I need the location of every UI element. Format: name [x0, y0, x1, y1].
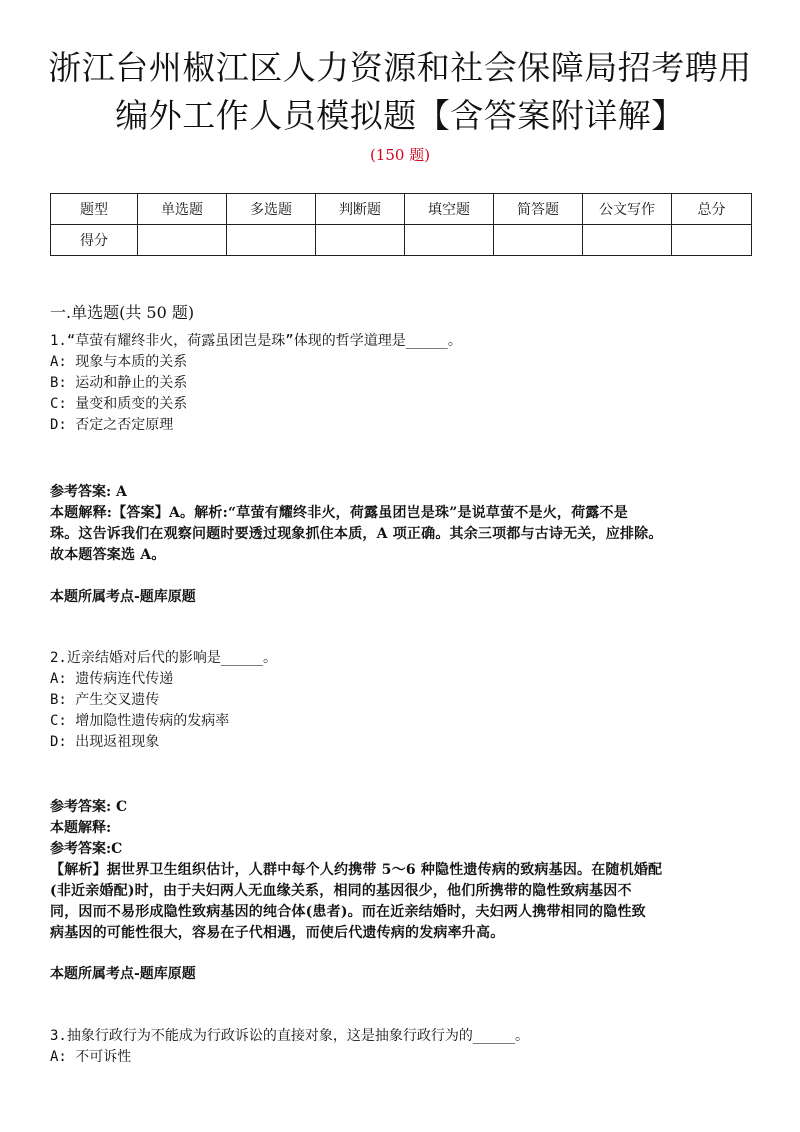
score-table-score-row	[51, 225, 752, 256]
reference-answer: 参考答案: A	[50, 484, 127, 500]
score-cell: 公文写作	[583, 194, 672, 225]
explanation-line: 本题解释:【答案】A。解析:“草萤有耀终非火，荷露虽团岂是珠”是说草萤不是火，荷露不是	[50, 505, 628, 521]
section-title: 一.单选题(共 50 题)	[50, 303, 195, 322]
option: A: 不可诉性	[50, 1049, 132, 1065]
option: C: 量变和质变的关系	[50, 396, 188, 412]
score-table-header-row	[51, 194, 752, 225]
title-line-1: 浙江台州椒江区人力资源和社会保障局招考聘用	[48, 48, 752, 87]
score-cell: 简答题	[494, 194, 583, 225]
answer-block-1	[50, 482, 756, 566]
question-stem: 2.近亲结婚对后代的影响是_____。	[50, 650, 278, 666]
question-stem: 1.“草萤有耀终非火，荷露虽团岂是珠”体现的哲学道理是_____。	[50, 333, 462, 349]
explanation-line: 【解析】据世界卫生组织估计，人群中每个人约携带 5～6 种隐性遗传病的致病基因。在随机婚配	[50, 862, 663, 878]
score-cell	[405, 225, 494, 256]
option: D: 否定之否定原理	[50, 417, 174, 433]
title-line-2: 编外工作人员模拟题【含答案附详解】	[115, 96, 685, 135]
document-title	[40, 44, 760, 140]
score-cell	[672, 225, 752, 256]
question-source: 本题所属考点-题库原题	[50, 589, 196, 605]
score-cell: 总分	[672, 194, 752, 225]
question-2	[50, 648, 756, 753]
score-cell: 题型	[51, 194, 138, 225]
score-cell: 得分	[51, 225, 138, 256]
score-table	[50, 193, 752, 256]
explanation-line: 故本题答案选 A。	[50, 547, 166, 563]
question-stem: 3.抽象行政行为不能成为行政诉讼的直接对象，这是抽象行政行为的_____。	[50, 1028, 529, 1044]
reference-answer: 参考答案: C	[50, 799, 128, 815]
question-count: (150 题)	[369, 146, 431, 164]
question-source: 本题所属考点-题库原题	[50, 966, 196, 982]
question-3	[50, 1026, 756, 1068]
question-1	[50, 331, 756, 436]
score-cell: 填空题	[405, 194, 494, 225]
answer-block-2	[50, 797, 756, 944]
explanation-label: 本题解释:	[50, 820, 112, 836]
score-cell	[138, 225, 227, 256]
explanation-line: 病基因的可能性很大，容易在子代相遇，而使后代遗传病的发病率升高。	[50, 925, 505, 941]
explanation-line: 珠。这告诉我们在观察问题时要透过现象抓住本质，A 项正确。其余三项都与古诗无关，应排除。	[50, 526, 663, 542]
explanation-line: 同，因而不易形成隐性致病基因的纯合体(患者)。而在近亲结婚时，夫妇两人携带相同的隐性致	[50, 904, 646, 920]
option: B: 运动和静止的关系	[50, 375, 188, 391]
option: D: 出现返祖现象	[50, 734, 160, 750]
score-cell	[583, 225, 672, 256]
option: C: 增加隐性遗传病的发病率	[50, 713, 230, 729]
explanation-line: (非近亲婚配)时，由于夫妇两人无血缘关系，相同的基因很少，他们所携带的隐性致病基因不	[50, 883, 632, 899]
score-cell: 多选题	[227, 194, 316, 225]
option: B: 产生交叉遗传	[50, 692, 160, 708]
option: A: 现象与本质的关系	[50, 354, 188, 370]
option: A: 遗传病连代传递	[50, 671, 174, 687]
score-cell	[227, 225, 316, 256]
reference-answer-2: 参考答案:C	[50, 841, 123, 857]
score-cell	[494, 225, 583, 256]
score-cell: 判断题	[316, 194, 405, 225]
score-cell	[316, 225, 405, 256]
score-cell: 单选题	[138, 194, 227, 225]
